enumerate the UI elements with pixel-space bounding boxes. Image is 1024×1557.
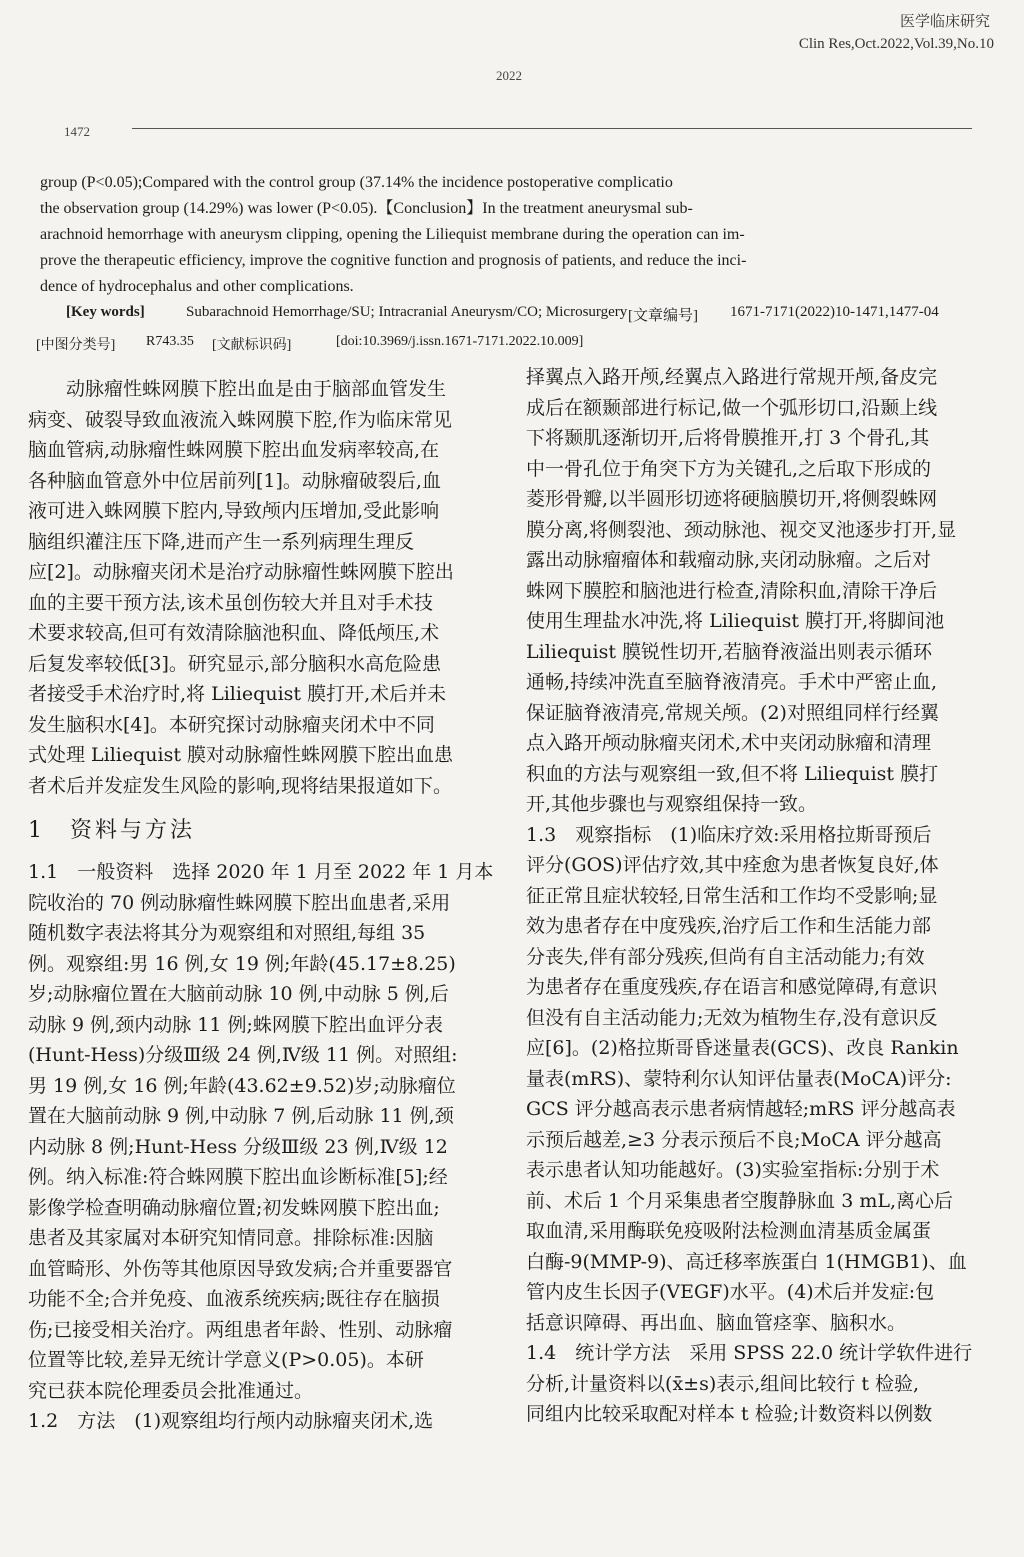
paragraph-line: 影像学检查明确动脉瘤位置;初发蛛网膜下腔出血; — [28, 1196, 440, 1219]
paragraph-line: 内动脉 8 例;Hunt-Hess 分级Ⅲ级 23 例,Ⅳ级 12 — [28, 1135, 448, 1158]
paragraph-line: Liliequist 膜锐性切开,若脑脊液溢出则表示循环 — [526, 640, 933, 663]
paragraph-line: 岁;动脉瘤位置在大脑前动脉 10 例,中动脉 5 例,后 — [28, 983, 449, 1005]
doi: [doi:10.3969/j.issn.1671-7171.2022.10.009] — [336, 334, 584, 349]
paragraph-line: 1.4 统计学方法 采用 SPSS 22.0 统计学软件进行 — [526, 1342, 973, 1364]
page-number: 1472 — [64, 124, 90, 139]
paragraph-line: 者术后并发症发生风险的影响,现将结果报道如下。 — [28, 774, 453, 797]
paragraph-line: 点入路开颅动脉瘤夹闭术,术中夹闭动脉瘤和清理 — [526, 732, 932, 754]
paragraph-line: 男 19 例,女 16 例;年龄(43.62±9.52)岁;动脉瘤位 — [28, 1074, 456, 1097]
paragraph-line: 后复发率较低[3]。研究显示,部分脑积水高危险患 — [28, 652, 441, 675]
paragraph-line: 为患者存在重度残疾,存在语言和感觉障碍,有意识 — [526, 976, 938, 998]
paragraph-line: 开,其他步骤也与观察组保持一致。 — [526, 793, 818, 815]
paragraph-line: 取血清,采用酶联免疫吸附法检测血清基质金属蛋 — [526, 1220, 932, 1242]
right-column — [526, 362, 1002, 1430]
paragraph-line: 例。观察组:男 16 例,女 19 例;年龄(45.17±8.25) — [28, 952, 456, 975]
paragraph-line: 征正常且症状较轻,日常生活和工作均不受影响;显 — [526, 884, 938, 907]
journal-issue: Clin Res,Oct.2022,Vol.39,No.10 — [798, 36, 994, 52]
keywords: Subarachnoid Hemorrhage/SU; Intracranial Aneurysm/CO; Microsurgery — [186, 304, 628, 320]
paragraph-line: 例。纳入标准:符合蛛网膜下腔出血诊断标准[5];经 — [28, 1166, 448, 1188]
paragraph-line: 发生脑积水[4]。本研究探讨动脉瘤夹闭术中不同 — [28, 713, 435, 736]
paragraph-line: 示预后越差,≥3 分表示预后不良;MoCA 评分越高 — [526, 1128, 942, 1151]
paragraph-line: 脑组织灌注压下降,进而产生一系列病理生理反 — [28, 530, 415, 553]
paragraph-line: 者接受手术治疗时,将 Liliequist 膜打开,术后并未 — [28, 683, 447, 705]
paragraph-line: 动脉瘤性蛛网膜下腔出血是由于脑部血管发生 — [28, 378, 447, 400]
paragraph-line: 使用生理盐水冲洗,将 Liliequist 膜打开,将脚间池 — [526, 610, 945, 632]
abstract-line: dence of hydrocephalus and other complications. — [40, 278, 354, 295]
paragraph-line: 管内皮生长因子(VEGF)水平。(4)术后并发症:包 — [526, 1281, 935, 1303]
paragraph-line: 择翼点入路开颅,经翼点入路进行常规开颅,备皮完 — [526, 366, 938, 388]
header-rule — [132, 128, 972, 129]
paragraph-line: 评分(GOS)评估疗效,其中痊愈为患者恢复良好,体 — [526, 854, 939, 876]
paragraph-line: 脑血管病,动脉瘤性蛛网膜下腔出血发病率较高,在 — [28, 439, 440, 461]
paragraph-line: 1.2 方法 (1)观察组均行颅内动脉瘤夹闭术,选 — [28, 1410, 434, 1432]
paragraph-line: 位置等比较,差异无统计学意义(P>0.05)。本研 — [28, 1349, 424, 1371]
clc-label: [中图分类号] — [36, 338, 116, 353]
paragraph-line: 1.3 观察指标 (1)临床疗效:采用格拉斯哥预后 — [526, 823, 932, 846]
clc-code: R743.35 — [146, 334, 194, 349]
paragraph-line: 表示患者认知功能越好。(3)实验室指标:分别于术 — [526, 1159, 940, 1181]
paragraph-line: 菱形骨瓣,以半圆形切迹将硬脑膜切开,将侧裂蛛网 — [526, 488, 938, 510]
paragraph-line: 伤;已接受相关治疗。两组患者年龄、性别、动脉瘤 — [28, 1318, 453, 1341]
paragraph-line: 分丧失,伴有部分残疾,但尚有自主活动能力;有效 — [526, 945, 925, 968]
abstract-line: the observation group (14.29%) was lower (P<0.05).【Conclusion】In the treatment aneurysmal sub- — [40, 200, 693, 217]
abstract-line: prove the therapeutic efficiency, improve the cognitive function and prognosis of patients, and reduce the inci- — [40, 252, 747, 269]
paragraph-line: 同组内比较采取配对样本 t 检验;计数资料以例数 — [526, 1403, 933, 1425]
paragraph-line: 患者及其家属对本研究知情同意。排除标准:因脑 — [28, 1227, 434, 1249]
paragraph-line: 应[6]。(2)格拉斯哥昏迷量表(GCS)、改良 Rankin — [526, 1037, 959, 1059]
paragraph-line: 露出动脉瘤瘤体和载瘤动脉,夹闭动脉瘤。之后对 — [526, 549, 932, 571]
paragraph-line: 液可进入蛛网膜下腔内,导致颅内压增加,受此影响 — [28, 500, 440, 522]
journal-name: 医学临床研究 — [899, 12, 990, 30]
paragraph-line: 应[2]。动脉瘤夹闭术是治疗动脉瘤性蛛网膜下腔出 — [28, 561, 454, 583]
paragraph-line: 通畅,持续冲洗直至脑脊液清亮。手术中严密止血, — [526, 671, 938, 693]
paragraph-line: 动脉 9 例,颈内动脉 11 例;蛛网膜下腔出血评分表 — [28, 1013, 443, 1036]
paragraph-line: 白酶-9(MMP-9)、高迁移率族蛋白 1(HMGB1)、血 — [526, 1250, 967, 1273]
article-number: 1671-7171(2022)10-1471,1477-04 — [730, 304, 939, 320]
article-number-label: [文章编号] — [628, 308, 698, 324]
paragraph-line: 括意识障碍、再出血、脑血管痉挛、脑积水。 — [526, 1311, 907, 1334]
paragraph-line: (Hunt-Hess)分级Ⅲ级 24 例,Ⅳ级 11 例。对照组: — [28, 1044, 458, 1066]
abstract-line: arachnoid hemorrhage with aneurysm clipping, opening the Liliequist membrane during the operation can im- — [40, 226, 745, 243]
paragraph-line: 膜分离,将侧裂池、颈动脉池、视交叉池逐步打开,显 — [526, 518, 957, 541]
paragraph-line: 效为患者存在中度残疾,治疗后工作和生活能力部 — [526, 915, 932, 937]
paragraph-line: 保证脑脊液清亮,常规关颅。(2)对照组同样行经翼 — [526, 701, 939, 724]
paragraph-line: 血管畸形、外伤等其他原因导致发病;合并重要器官 — [28, 1257, 453, 1280]
paragraph-line: 前、术后 1 个月采集患者空腹静脉血 3 mL,离心后 — [526, 1189, 954, 1212]
paragraph-line: GCS 评分越高表示患者病情越轻;mRS 评分越高表 — [526, 1098, 956, 1120]
paragraph-line: 究已获本院伦理委员会批准通过。 — [28, 1379, 314, 1402]
paragraph-line: 式处理 Liliequist 膜对动脉瘤性蛛网膜下腔出血患 — [28, 744, 454, 766]
paragraph-line: 积血的方法与观察组一致,但不将 Liliequist 膜打 — [526, 762, 939, 785]
doc-code-label: [文献标识码] — [212, 338, 292, 353]
paragraph-line: 量表(mRS)、蒙特利尔认知评估量表(MoCA)评分: — [526, 1067, 952, 1090]
paragraph-line: 但没有自主活动能力;无效为植物生存,没有意识反 — [526, 1006, 938, 1029]
paragraph-line: 成后在额颞部进行标记,做一个弧形切口,沿颞上线 — [526, 396, 938, 419]
paragraph-line: 置在大脑前动脉 9 例,中动脉 7 例,后动脉 11 例,颈 — [28, 1105, 454, 1127]
paragraph-line: 血的主要干预方法,该术虽创伤较大并且对手术技 — [28, 591, 434, 614]
paragraph-line: 病变、破裂导致血液流入蛛网膜下腔,作为临床常见 — [28, 408, 453, 431]
keywords-label: [Key words] — [66, 304, 145, 320]
paragraph-line: 下将颞肌逐渐切开,后将骨膜推开,打 3 个骨孔,其 — [526, 427, 930, 449]
paragraph-line: 院收治的 70 例动脉瘤性蛛网膜下腔出血患者,采用 — [28, 891, 451, 914]
paragraph-line: 分析,计量资料以(x̄±s)表示,组间比较行 t 检验, — [526, 1372, 920, 1395]
paragraph-line: 蛛网下膜腔和脑池进行检查,清除积血,清除干净后 — [526, 579, 938, 602]
paragraph-line: 功能不全;合并免疫、血液系统疾病;既往存在脑损 — [28, 1288, 440, 1310]
page-year: 2022 — [496, 68, 522, 83]
section-title: 1 资料与方法 — [28, 818, 195, 843]
abstract-line: group (P<0.05);Compared with the control group (37.14% the incidence postoperative complicatio — [40, 174, 673, 191]
paragraph-line: 各种脑血管意外中位居前列[1]。动脉瘤破裂后,血 — [28, 469, 441, 492]
paragraph-line: 随机数字表法将其分为观察组和对照组,每组 35 — [28, 922, 426, 944]
left-column — [28, 374, 494, 1437]
paragraph-line: 中一骨孔位于角突下方为关键孔,之后取下形成的 — [526, 457, 932, 480]
paragraph-line: 1.1 一般资料 选择 2020 年 1 月至 2022 年 1 月本 — [28, 861, 494, 883]
paragraph-line: 术要求较高,但可有效清除脑池积血、降低颅压,术 — [28, 622, 440, 644]
